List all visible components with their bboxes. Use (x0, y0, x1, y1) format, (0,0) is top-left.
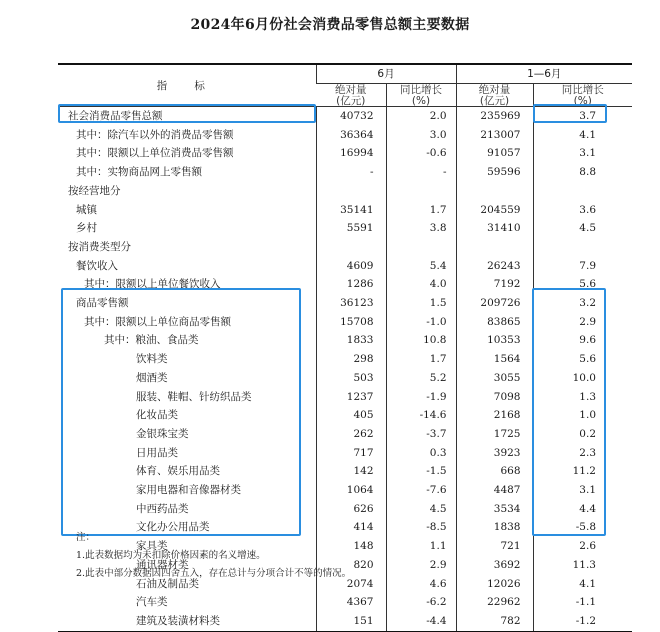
june-growth-value: 4.6 (386, 575, 456, 594)
ytd-abs-value: 782 (456, 612, 533, 631)
june-abs-value: 36364 (316, 126, 386, 145)
ytd-abs-value: 213007 (456, 126, 533, 145)
row-label: 其中：实物商品网上零售额 (76, 166, 202, 179)
note-2: 2.此表中部分数据因四舍五入，存在总计与分项合计不等的情况。 (76, 568, 352, 579)
ytd-growth-value: 7.9 (533, 257, 632, 276)
abs-unit: (亿元) (479, 94, 510, 107)
ytd-growth-header (533, 84, 632, 107)
ytd-growth-value (533, 182, 632, 201)
table-row (58, 257, 632, 276)
ytd-abs-value: 91057 (456, 144, 533, 163)
row-label: 体育、娱乐用品类 (136, 465, 220, 478)
table-row (58, 163, 632, 182)
june-growth-value: 5.4 (386, 257, 456, 276)
abs-label: 绝对量 (478, 84, 511, 96)
ytd-abs-value: 668 (456, 462, 533, 481)
june-growth-value: 2.9 (386, 556, 456, 575)
ytd-growth-value: 4.5 (533, 219, 632, 238)
june-growth-value: 3.0 (386, 126, 456, 145)
june-growth-value: 10.8 (386, 331, 456, 350)
ytd-growth-value: 5.6 (533, 350, 632, 369)
table-row (58, 201, 632, 220)
table-row (58, 462, 632, 481)
ytd-growth-value: 1.3 (533, 388, 632, 407)
june-growth-header (386, 84, 456, 107)
ytd-abs-value: 3692 (456, 556, 533, 575)
ytd-abs-value: 3534 (456, 500, 533, 519)
june-growth-value: -3.7 (386, 425, 456, 444)
june-abs-value: 717 (316, 444, 386, 463)
ytd-header: 1—6月 (456, 64, 632, 84)
ytd-abs-value: 22962 (456, 593, 533, 612)
row-label: 其中：限额以上单位餐饮收入 (84, 278, 221, 291)
ytd-abs-value: 3055 (456, 369, 533, 388)
ytd-growth-value: 0.2 (533, 425, 632, 444)
june-growth-value: - (386, 163, 456, 182)
row-label: 城镇 (76, 203, 97, 216)
ytd-growth-value: 2.6 (533, 537, 632, 556)
june-abs-value: 36123 (316, 294, 386, 313)
june-growth-value (386, 238, 456, 257)
page-title: 2024年6月份社会消费品零售总额主要数据 (190, 17, 470, 33)
table-row (58, 593, 632, 612)
table-row (58, 500, 632, 519)
table-row (58, 182, 632, 201)
ytd-abs-value: 12026 (456, 575, 533, 594)
row-label: 家用电器和音像器材类 (136, 484, 241, 497)
june-abs-value: 626 (316, 500, 386, 519)
ytd-growth-value: -1.1 (533, 593, 632, 612)
june-abs-value: 405 (316, 406, 386, 425)
june-abs-value: 40732 (316, 107, 386, 126)
june-growth-value: 4.5 (386, 500, 456, 519)
table-row (58, 294, 632, 313)
june-abs-value: 5591 (316, 219, 386, 238)
indicator-header: 指 标 (58, 64, 316, 107)
ytd-abs-header (456, 84, 533, 107)
june-abs-value: 4609 (316, 257, 386, 276)
june-growth-value: 5.2 (386, 369, 456, 388)
ytd-growth-value: -1.2 (533, 612, 632, 631)
june-growth-value: 4.0 (386, 275, 456, 294)
june-growth-value: 2.0 (386, 107, 456, 126)
ytd-growth-value: 3.6 (533, 201, 632, 220)
abs-label: 绝对量 (335, 84, 367, 96)
june-growth-value: 0.3 (386, 444, 456, 463)
june-abs-header (316, 84, 386, 107)
row-label: 商品零售额 (76, 297, 129, 310)
june-abs-value: 1286 (316, 275, 386, 294)
ytd-abs-value: 3923 (456, 444, 533, 463)
ytd-growth-value: 3.1 (533, 481, 632, 500)
june-growth-value: -1.9 (386, 388, 456, 407)
june-growth-value (386, 182, 456, 201)
table-row (58, 275, 632, 294)
june-abs-value: 414 (316, 518, 386, 537)
june-abs-value: 142 (316, 462, 386, 481)
ytd-abs-value: 4487 (456, 481, 533, 500)
june-abs-value: 298 (316, 350, 386, 369)
june-abs-value: 1064 (316, 481, 386, 500)
june-abs-value: 16994 (316, 144, 386, 163)
table-row (58, 369, 632, 388)
ytd-growth-value: -5.8 (533, 518, 632, 537)
june-abs-value: 820 (316, 556, 386, 575)
table-row (58, 481, 632, 500)
row-label: 其中：限额以上单位商品零售额 (84, 315, 231, 328)
ytd-growth-value: 1.0 (533, 406, 632, 425)
ytd-growth-value: 4.4 (533, 500, 632, 519)
ytd-abs-value: 1564 (456, 350, 533, 369)
june-abs-value (316, 182, 386, 201)
row-label: 化妆品类 (136, 409, 178, 422)
row-label: 烟酒类 (136, 371, 168, 384)
row-label: 其中：限额以上单位消费品零售额 (76, 147, 234, 160)
ytd-abs-value: 2168 (456, 406, 533, 425)
ytd-abs-value: 209726 (456, 294, 533, 313)
ytd-abs-value: 7192 (456, 275, 533, 294)
table-row (58, 238, 632, 257)
footnotes (76, 529, 351, 583)
june-abs-value: 35141 (316, 201, 386, 220)
june-growth-value: 1.1 (386, 537, 456, 556)
row-label: 服装、鞋帽、针纺织品类 (136, 390, 252, 403)
ytd-abs-value: 7098 (456, 388, 533, 407)
june-abs-value: 1237 (316, 388, 386, 407)
june-growth-value: 1.5 (386, 294, 456, 313)
row-label: 其中：粮油、食品类 (104, 334, 199, 347)
notes-heading: 注： (76, 532, 96, 543)
growth-unit: (%) (573, 94, 592, 107)
table-row (58, 612, 632, 631)
row-label: 中西药品类 (136, 502, 189, 515)
ytd-abs-value: 59596 (456, 163, 533, 182)
growth-label: 同比增长 (400, 84, 442, 96)
june-growth-value: -0.6 (386, 144, 456, 163)
ytd-abs-value: 10353 (456, 331, 533, 350)
june-growth-value: -1.0 (386, 313, 456, 332)
ytd-growth-value (533, 238, 632, 257)
june-abs-value: 2074 (316, 575, 386, 594)
growth-unit: (%) (411, 94, 431, 107)
june-growth-value: -4.4 (386, 612, 456, 631)
ytd-growth-value: 8.8 (533, 163, 632, 182)
june-abs-value: 262 (316, 425, 386, 444)
ytd-abs-value: 31410 (456, 219, 533, 238)
june-growth-value: 3.8 (386, 219, 456, 238)
ytd-growth-value: 11.3 (533, 556, 632, 575)
ytd-growth-value: 9.6 (533, 331, 632, 350)
table-row (58, 313, 632, 332)
row-label: 日用品类 (136, 446, 178, 459)
june-growth-value: -7.6 (386, 481, 456, 500)
table-row (58, 406, 632, 425)
table-row (58, 425, 632, 444)
row-label: 按经营地分 (68, 184, 121, 197)
ytd-abs-value: 235969 (456, 107, 533, 126)
table-row (58, 219, 632, 238)
table-row (58, 444, 632, 463)
row-label: 其中：除汽车以外的消费品零售额 (76, 128, 234, 141)
ytd-abs-value: 26243 (456, 257, 533, 276)
row-label: 按消费类型分 (68, 240, 131, 253)
june-abs-value (316, 238, 386, 257)
june-growth-value: -6.2 (386, 593, 456, 612)
table-row (58, 350, 632, 369)
june-growth-value: 1.7 (386, 350, 456, 369)
ytd-abs-value (456, 182, 533, 201)
june-abs-value: 4367 (316, 593, 386, 612)
row-label: 金银珠宝类 (136, 427, 189, 440)
ytd-abs-value: 1725 (456, 425, 533, 444)
table-row (58, 107, 632, 126)
row-label: 乡村 (76, 222, 97, 235)
ytd-growth-value: 4.1 (533, 126, 632, 145)
row-label: 社会消费品零售总额 (68, 110, 163, 122)
ytd-growth-value: 10.0 (533, 369, 632, 388)
june-abs-value: 503 (316, 369, 386, 388)
ytd-abs-value: 204559 (456, 201, 533, 220)
ytd-growth-value: 2.3 (533, 444, 632, 463)
ytd-abs-value (456, 238, 533, 257)
row-label: 汽车类 (136, 596, 168, 609)
row-label: 饮料类 (136, 353, 168, 366)
june-growth-value: 1.7 (386, 201, 456, 220)
table-row (58, 126, 632, 145)
june-growth-value: -8.5 (386, 518, 456, 537)
june-abs-value: - (316, 163, 386, 182)
row-label: 文化办公用品类 (136, 521, 210, 534)
june-growth-value: -14.6 (386, 406, 456, 425)
june-abs-value: 148 (316, 537, 386, 556)
row-label: 家具类 (136, 540, 168, 553)
ytd-growth-value: 2.9 (533, 313, 632, 332)
ytd-growth-value: 4.1 (533, 575, 632, 594)
table-row (58, 144, 632, 163)
growth-label: 同比增长 (561, 84, 604, 96)
june-abs-value: 15708 (316, 313, 386, 332)
june-abs-value: 1833 (316, 331, 386, 350)
table-row (58, 388, 632, 407)
row-label: 建筑及装潢材料类 (58, 612, 316, 631)
note-1: 1.此表数据均为未扣除价格因素的名义增速。 (76, 550, 266, 561)
abs-unit: (亿元) (336, 94, 366, 107)
ytd-growth-value: 3.2 (533, 294, 632, 313)
ytd-growth-value: 5.6 (533, 275, 632, 294)
ytd-growth-value: 3.1 (533, 144, 632, 163)
table-row (58, 331, 632, 350)
ytd-growth-value: 11.2 (533, 462, 632, 481)
ytd-abs-value: 721 (456, 537, 533, 556)
june-abs-value: 151 (316, 612, 386, 631)
ytd-abs-value: 83865 (456, 313, 533, 332)
row-label: 石油及制品类 (136, 577, 199, 590)
june-growth-value: -1.5 (386, 462, 456, 481)
ytd-growth-value: 3.7 (533, 107, 632, 126)
row-label: 通讯器材类 (136, 558, 189, 571)
june-header: 6月 (316, 64, 456, 84)
row-label: 餐饮收入 (76, 259, 118, 272)
ytd-abs-value: 1838 (456, 518, 533, 537)
